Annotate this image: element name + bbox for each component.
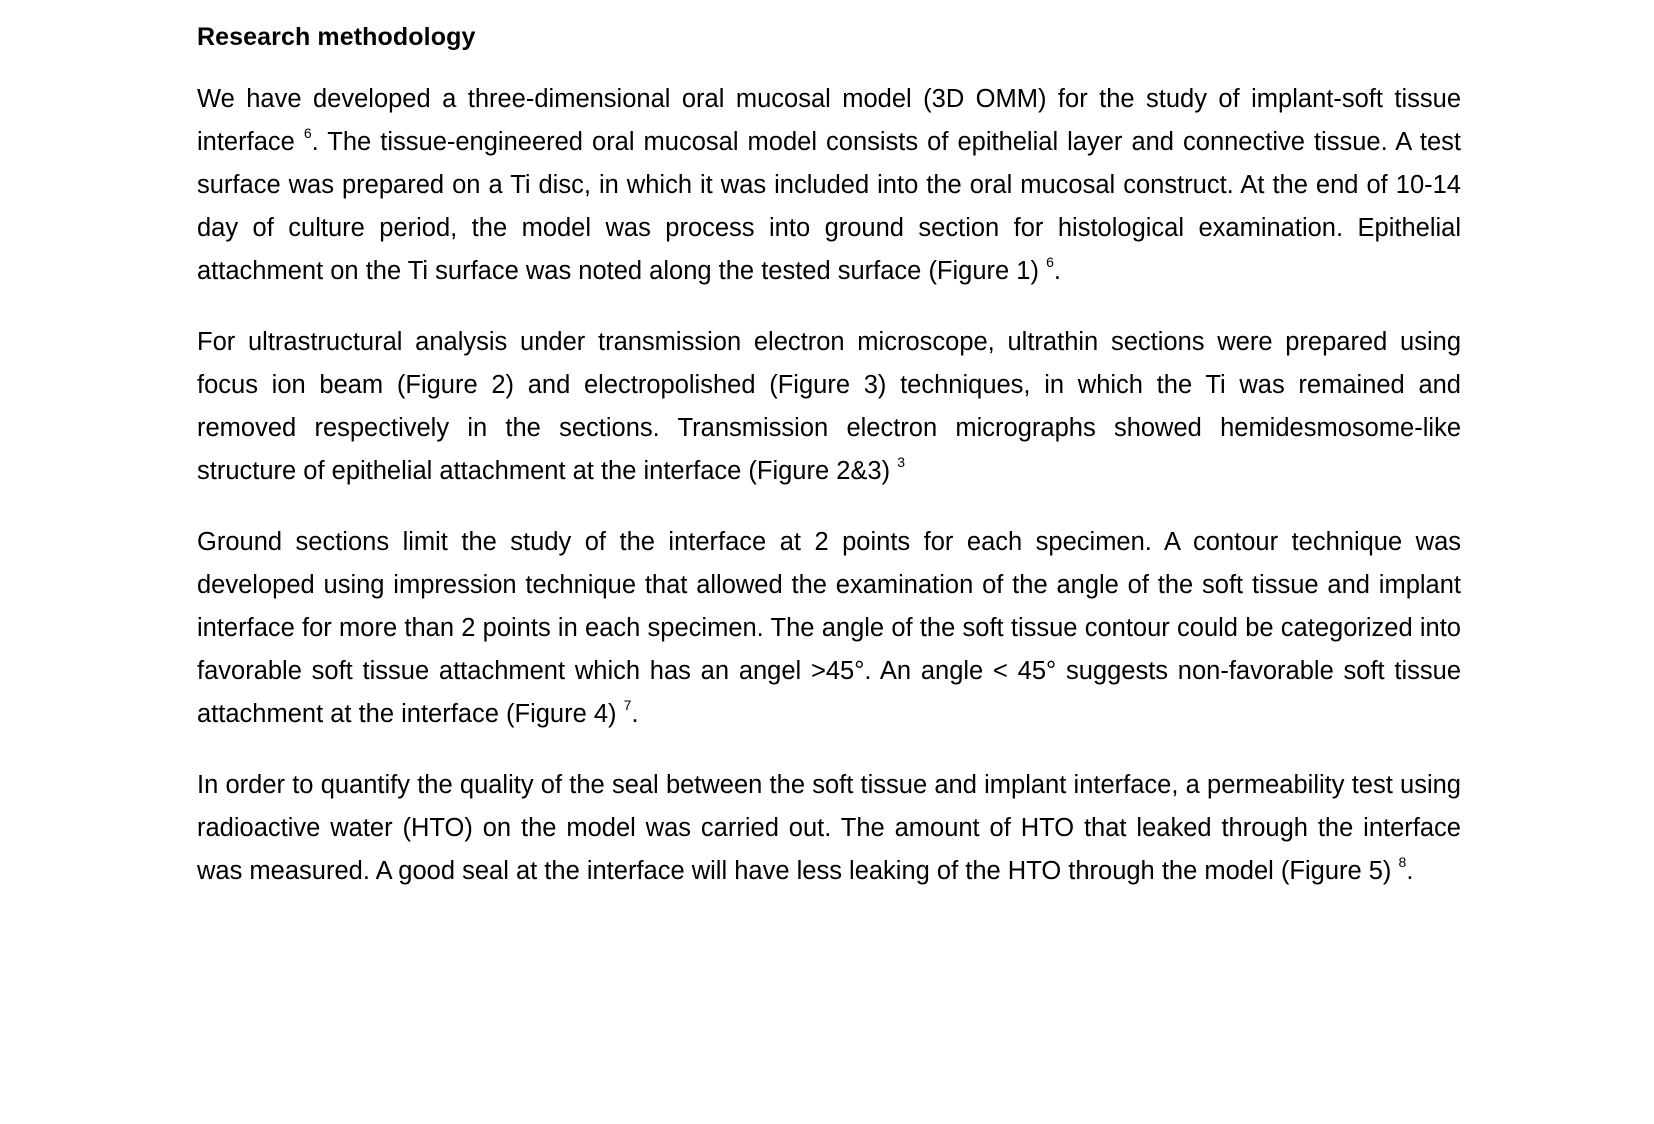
citation-superscript: 8 <box>1398 853 1407 870</box>
paragraph-text: . <box>631 700 639 728</box>
citation-superscript: 6 <box>1046 253 1054 270</box>
paragraph-text: We have developed a three-dimensional oral mucosal model (3D OMM) for the study of implant-soft tissue interface <box>197 85 1461 156</box>
section-heading: Research methodology <box>197 23 476 51</box>
citation-superscript: 3 <box>897 453 905 470</box>
paragraph-text: . <box>1406 857 1414 885</box>
document-page <box>197 18 1461 921</box>
paragraph-text: For ultrastructural analysis under transmission electron microscope, ultrathin sections were prepared using focus ion beam (Figure 2) and electropolished (Figure 3) techniques, in which the Ti was remained and removed respectively in the sections. Transmission electron micrographs showed hemidesmosome-like structure of epithelial attachment at the interface (Figure 2&3) <box>197 328 1461 485</box>
paragraph-text: . <box>1053 257 1061 285</box>
paragraph-ultrastructure <box>197 321 1461 493</box>
citation-superscript: 7 <box>623 696 632 713</box>
citation-superscript: 6 <box>303 124 312 141</box>
paragraph-text: In order to quantify the quality of the seal between the soft tissue and implant interface, a permeability test using radioactive water (HTO) on the model was carried out. The amount of HTO that leaked through the interface was measured. A good seal at the interface will have less leaking of the HTO through the model (Figure 5) <box>197 771 1461 885</box>
paragraph-text: . The tissue-engineered oral mucosal model consists of epithelial layer and connective tissue. A test surface was prepared on a Ti disc, in which it was included into the oral mucosal construct. At the end of 10-14 day of culture period, the model was process into ground section for histological examination. Epithelial attachment on the Ti surface was noted along the tested surface (Figure 1) <box>197 128 1462 285</box>
paragraph-text: Ground sections limit the study of the interface at 2 points for each specimen. A contour technique was developed using impression technique that allowed the examination of the angle of the soft tissue and implant interface for more than 2 points in each specimen. The angle of the soft tissue contour could be categorized into favorable soft tissue attachment which has an angel >45°. An angle < 45° suggests non-favorable soft tissue attachment at the interface (Figure 4) <box>197 528 1461 728</box>
paragraph-contour <box>197 521 1461 736</box>
paragraph-permeability <box>197 764 1461 893</box>
paragraph-model <box>197 78 1461 293</box>
